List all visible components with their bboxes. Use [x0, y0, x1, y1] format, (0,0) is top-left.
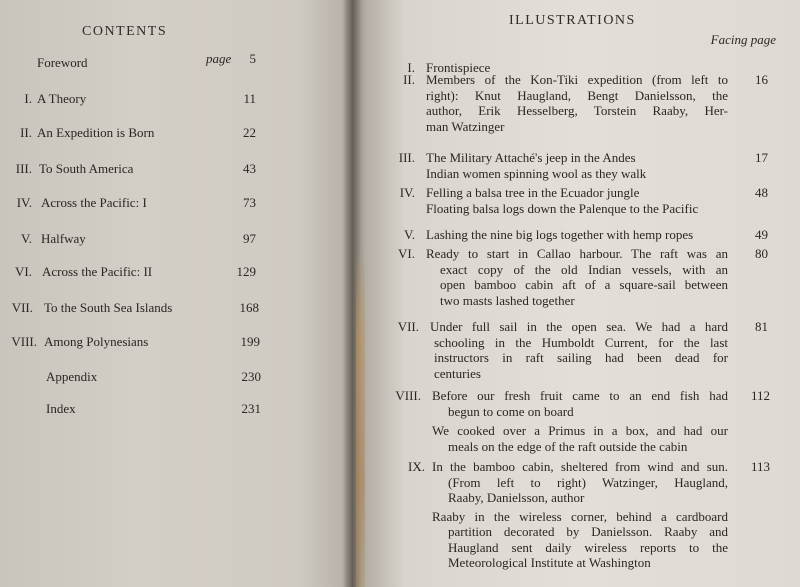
toc-title: Halfway [41, 231, 86, 246]
caption-subline: Raaby in the wireless corner, behind a cardboard [432, 508, 728, 524]
toc-page-number: 11 [243, 91, 256, 106]
caption-subline: Haugland sent daily wireless reports to the [448, 539, 728, 555]
toc-page-number: 199 [240, 334, 260, 349]
caption-line: Under full sail in the open sea. We had a hard [430, 319, 728, 334]
illustration-number: I. [407, 60, 415, 75]
toc-page-number: 73 [243, 195, 256, 210]
illustration-page-number: 17 [755, 150, 768, 165]
illustration-number: VII. [397, 319, 419, 334]
caption-line: two masts lashed together [440, 292, 575, 308]
illustrations-page [352, 0, 800, 587]
toc-chapter-number: VII. [11, 300, 33, 315]
toc-title: To the South Sea Islands [44, 300, 173, 315]
contents-heading: CONTENTS [82, 24, 168, 39]
toc-chapter-number: VI. [15, 264, 32, 279]
illustration-page-number: 113 [750, 459, 770, 474]
illustration-caption [432, 459, 728, 571]
toc-title: Across the Pacific: II [42, 264, 153, 279]
toc-page-number: 22 [243, 125, 256, 140]
illustration-page-number: 49 [755, 227, 768, 242]
toc-page-number: 5 [249, 51, 256, 66]
illustration-number: IX. [408, 459, 425, 474]
contents-page [0, 0, 352, 587]
page-edge-stain [356, 250, 365, 587]
caption-line: exact copy of the old Indian vessels, with an [440, 261, 728, 277]
illustration-caption [426, 185, 736, 216]
illustration-number: VIII. [395, 388, 421, 403]
caption-line: Members of the Kon-Tiki expedition (from left to [426, 72, 728, 87]
caption-subline: Meteorological Institute at Washington [448, 555, 651, 570]
illustration-number: IV. [399, 185, 415, 200]
toc-chapter-number: IV. [16, 195, 32, 210]
caption-line: Felling a balsa tree in the Ecuador jungle [426, 185, 640, 200]
caption-line: author, Erik Hesselberg, Torstein Raaby, Her- [426, 103, 728, 118]
caption-line: instructors in raft sailing had been dead for [434, 350, 728, 365]
toc-title: Index [46, 401, 76, 416]
toc-title: A Theory [37, 91, 87, 106]
illustration-number: VI. [398, 246, 415, 261]
illustration-caption [426, 227, 736, 243]
caption-line: open bamboo cabin aft of a square-sail between [440, 277, 728, 292]
caption-line: (From left to right) Watzinger, Haugland, [448, 474, 728, 490]
illustration-page-number: 112 [750, 388, 770, 403]
caption-line: Raaby, Danielsson, author [448, 490, 585, 505]
toc-title: Foreword [37, 55, 88, 70]
illustration-page-number: 80 [755, 246, 768, 261]
toc-chapter-number: VIII. [11, 334, 37, 349]
illustrations-heading: ILLUSTRATIONS [509, 13, 636, 28]
toc-chapter-number: II. [20, 125, 32, 140]
caption-line: begun to come on board [448, 403, 574, 419]
caption-line: Lashing the nine big logs together with hemp ropes [426, 227, 694, 242]
toc-title: An Expedition is Born [37, 125, 155, 140]
toc-chapter-number: V. [21, 231, 32, 246]
caption-line: centuries [434, 365, 481, 381]
toc-chapter-number: I. [24, 91, 32, 106]
caption-subline: meals on the edge of the raft outside the cabin [448, 438, 688, 454]
toc-page-number: 43 [243, 161, 256, 176]
facing-page-label: Facing page [710, 32, 776, 47]
toc-title: Among Polynesians [44, 334, 149, 349]
illustration-page-number: 48 [755, 185, 768, 200]
caption-subline: Indian women spinning wool as they walk [426, 165, 647, 181]
illustration-number: V. [404, 227, 415, 242]
caption-line: right): Knut Haugland, Bengt Danielsson, the [426, 87, 728, 103]
illustration-caption [426, 72, 728, 134]
illustration-page-number: 16 [755, 72, 768, 87]
toc-title: Appendix [46, 369, 98, 384]
caption-line: Before our fresh fruit came to an end fish had [432, 388, 728, 403]
illustration-number: II. [403, 72, 415, 87]
caption-subline: partition decorated by Danielsson. Raaby and [448, 524, 728, 539]
toc-page-number: 97 [243, 231, 256, 246]
illustration-caption [426, 246, 728, 308]
toc-page-number: 168 [239, 300, 259, 315]
toc-chapter-number: III. [15, 161, 32, 176]
caption-line: Frontispiece [426, 60, 491, 75]
caption-line: Ready to start in Callao harbour. The raft was an [426, 246, 728, 261]
toc-page-number: 129 [236, 264, 256, 279]
toc-page-number: 230 [241, 369, 261, 384]
caption-line: schooling in the Humboldt Current, for the last [434, 334, 728, 350]
caption-line: The Military Attaché's jeep in the Andes [426, 150, 636, 165]
caption-subline: Floating balsa logs down the Palenque to the Pacific [426, 200, 699, 216]
illustration-caption [430, 319, 728, 381]
illustration-caption [432, 388, 728, 454]
toc-title: To South America [39, 161, 134, 176]
caption-line: man Watzinger [426, 118, 505, 134]
toc-page-number: 231 [241, 401, 261, 416]
page-column-label: page [206, 51, 232, 66]
illustration-number: III. [398, 150, 415, 165]
caption-line: In the bamboo cabin, sheltered from wind and sun. [432, 459, 728, 474]
caption-subline: We cooked over a Primus in a box, and had our [432, 423, 728, 438]
toc-title: Across the Pacific: I [41, 195, 147, 210]
illustration-page-number: 81 [755, 319, 768, 334]
illustration-caption [426, 150, 728, 181]
